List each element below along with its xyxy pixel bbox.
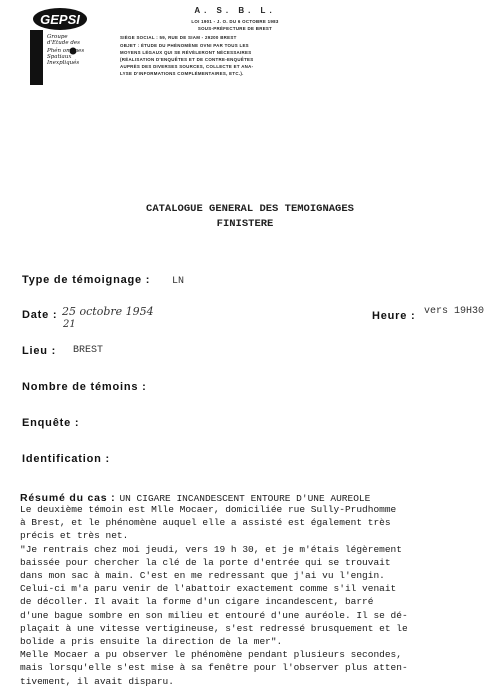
heure-value: vers 19H30 xyxy=(424,306,485,317)
date-value: 25 octobre 1954 xyxy=(62,305,154,318)
summary-line: d'une bague sombre en son milieu et entouré d'une auréole. Il se dé- xyxy=(20,609,408,621)
summary-line: bolide a pris ensuite la direction de la mer". xyxy=(20,636,283,648)
enquete-label: Enquête : xyxy=(22,417,80,429)
summary-line: plaçait à une vitesse vertigineuse, s'est redressé brusquement et le xyxy=(20,622,408,634)
logo-line-5: Inexpliqués xyxy=(47,60,80,66)
date-correction: 21 xyxy=(63,319,76,330)
identification-label: Identification : xyxy=(22,453,110,465)
summary-headline: UN CIGARE INCANDESCENT ENTOURE D'UNE AUREOLE xyxy=(119,493,371,504)
page-subtitle: FINISTERE xyxy=(216,218,274,230)
summary-line: "Je rentrais chez moi jeudi, vers 19 h 30, et je m'étais légèrement xyxy=(20,543,402,555)
logo-line-2: d'Etude des xyxy=(47,40,80,46)
logo-text: GEPSI xyxy=(40,12,80,27)
logo-line-4: Spatiaux xyxy=(47,54,72,60)
summary-line: précis et très net. xyxy=(20,530,129,542)
siege-line: SIÈGE SOCIAL : 59, RUE DE SIAM - 29200 BREST xyxy=(120,35,237,40)
org-name: A. S. B. L. xyxy=(194,6,276,15)
temoins-label: Nombre de témoins : xyxy=(22,381,147,393)
objet-line-4: AUPRÈS DES DIVERSES SOURCES, COLLECTE ET ANA- xyxy=(120,64,254,69)
summary-line: tivement, il avait disparu. xyxy=(20,675,174,687)
heure-label: Heure : xyxy=(372,310,416,322)
letterhead xyxy=(120,6,340,77)
logo-line-3: Phén omènes xyxy=(47,48,85,54)
type-label: Type de témoignage : xyxy=(22,274,151,286)
summary-line: dans mon sac à main. C'est en me redressant que j'ai vu l'engin. xyxy=(20,570,385,582)
summary-line: à Brest, et le phénomène auquel elle a assisté est également très xyxy=(20,517,391,529)
summary-line: Melle Mocaer a pu observer le phénomène pendant plusieurs secondes, xyxy=(20,649,402,661)
summary-line: Celui-ci m'a paru venir de l'abattoir exactement comme s'il venait xyxy=(20,583,397,595)
summary-body xyxy=(20,503,485,688)
date-label: Date : xyxy=(22,309,58,321)
objet-line-3: (RÉALISATION D'ENQUÊTES ET DE CONTRE-ENQUÊTES xyxy=(120,57,254,62)
summary-label: Résumé du cas : xyxy=(20,492,116,504)
summary-line: baissée pour chercher la clé de la porte d'entrée qui se trouvait xyxy=(20,556,391,568)
summary-line: de décoller. Il avait la forme d'un cigare incandescent, barré xyxy=(20,596,374,608)
page-title: CATALOGUE GENERAL DES TEMOIGNAGES xyxy=(146,203,354,215)
lieu-label: Lieu : xyxy=(22,345,57,357)
law-line: LOI 1901 - J. O. DU 6 OCTOBRE 1983 xyxy=(191,19,279,24)
summary-line: Le deuxième témoin est Mlle Mocaer, domiciliée rue Sully-Prudhomme xyxy=(20,504,397,515)
objet-line-2: MOYENS LÉGAUX QUI SE RÉVÈLERONT NÉCESSAIRES xyxy=(120,50,252,55)
objet-line-1: OBJET : ÉTUDE DU PHÉNOMÈNE OVNI PAR TOUS LES xyxy=(120,43,249,48)
logo-line-1: Groupe xyxy=(47,34,68,40)
prefecture-line: SOUS-PRÉFECTURE DE BREST xyxy=(197,26,273,31)
summary-line: mais lorsqu'elle s'est mise à sa fenêtre pour l'observer plus atten- xyxy=(20,662,408,674)
objet-line-5: LYSE D'INFORMATIONS COMPLÉMENTAIRES, ETC.). xyxy=(120,71,244,76)
gepsi-logo xyxy=(27,5,117,91)
lieu-value: BREST xyxy=(73,345,104,356)
type-value: LN xyxy=(172,276,185,287)
